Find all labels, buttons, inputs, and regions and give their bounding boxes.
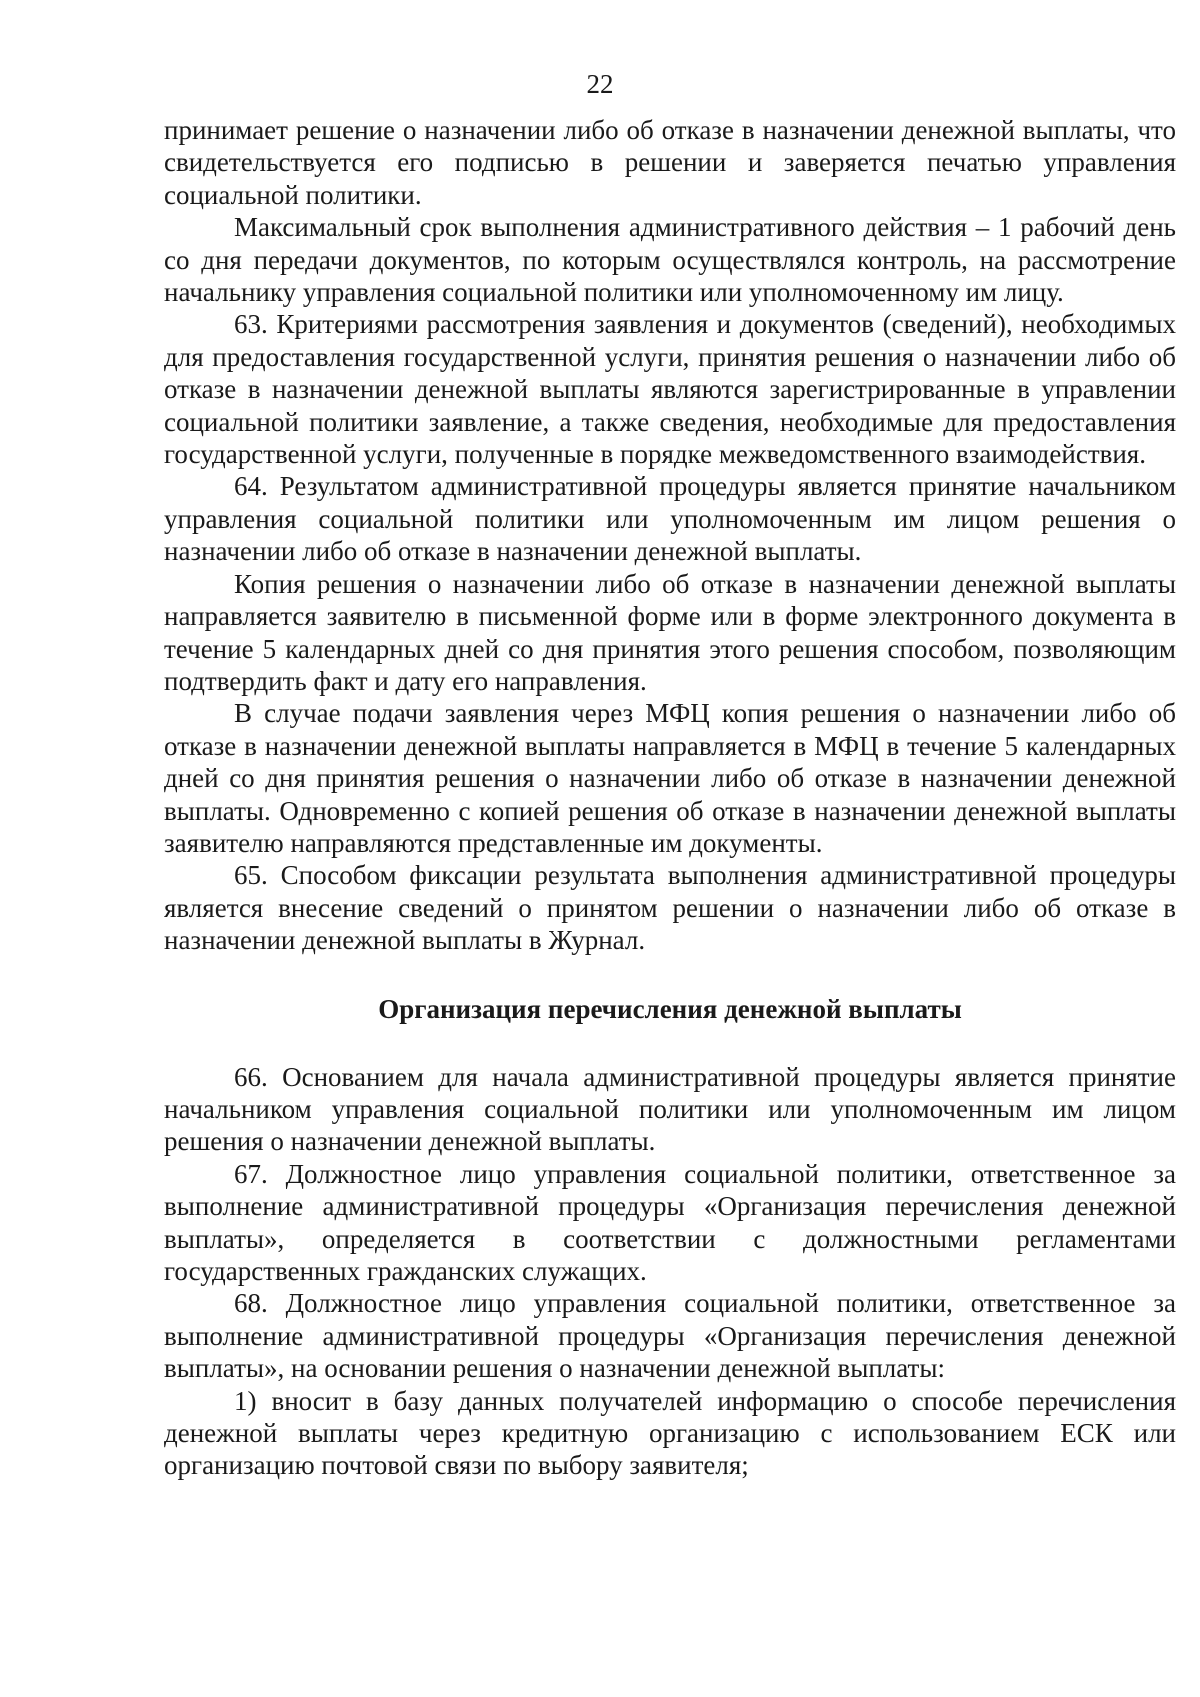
paragraph-64: 64. Результатом административной процедуры является принятие начальником управления социальной политики или уполномоченным им лицом решения о назначении либо об отказе в назначении денежной выплаты. — [164, 471, 1176, 567]
document-body — [164, 114, 1176, 1482]
paragraph-63: 63. Критериями рассмотрения заявления и документов (сведений), необходимых для предоставления государственной услуги, принятия решения о назначении либо об отказе в назначении денежной выплаты являются зарегистрированные в управлении социальной политики заявление, а также сведения, необходимые для предоставления государственной услуги, полученные в порядке межведомственного взаимодействия. — [164, 309, 1176, 470]
paragraph-66: 66. Основанием для начала административной процедуры является принятие начальником управления социальной политики или уполномоченным им лицом решения о назначении денежной выплаты. — [164, 1061, 1176, 1157]
page-number: 22 — [586, 69, 614, 99]
paragraph-continuation: принимает решение о назначении либо об отказе в назначении денежной выплаты, что свидетельствуется его подписью в решении и заверяется печатью управления социальной политики. — [164, 115, 1176, 210]
paragraph-68: 68. Должностное лицо управления социальной политики, ответственное за выполнение административной процедуры «Организация перечисления денежной выплаты», на основании решения о назначении денежной выплаты: — [164, 1288, 1176, 1384]
section-heading: Организация перечисления денежной выплаты — [378, 993, 962, 1024]
paragraph-67: 67. Должностное лицо управления социальной политики, ответственное за выполнение административной процедуры «Организация перечисления денежной выплаты», определяется в соответствии с должностными регламентами государственных гражданских служащих. — [164, 1158, 1176, 1286]
paragraph-68-item-1: 1) вносит в базу данных получателей информацию о способе перечисления денежной выплаты через кредитную организацию с использованием ЕСК или организацию почтовой связи по выбору заявителя; — [164, 1385, 1176, 1481]
paragraph-65: 65. Способом фиксации результата выполнения административной процедуры является внесение сведений о принятом решении о назначении либо об отказе в назначении денежной выплаты в Журнал. — [164, 860, 1176, 956]
paragraph-max-term: Максимальный срок выполнения административного действия – 1 рабочий день со дня передачи документов, по которым осуществлялся контроль, на рассмотрение начальнику управления социальной политики или уполномоченному им лицу. — [164, 212, 1176, 308]
paragraph-decision-copy: Копия решения о назначении либо об отказе в назначении денежной выплаты направляется заявителю в письменной форме или в форме электронного документа в течение 5 календарных дней со дня принятия этого решения способом, позволяющим подтвердить факт и дату его направления. — [164, 568, 1176, 696]
paragraph-mfc: В случае подачи заявления через МФЦ копия решения о назначении либо об отказе в назначении денежной выплаты направляется в МФЦ в течение 5 календарных дней со дня принятия решения о назначении либо об отказе в назначении денежной выплаты. Одновременно с копией решения об отказе в назначении денежной выплаты заявителю направляются представленные им документы. — [164, 698, 1176, 858]
